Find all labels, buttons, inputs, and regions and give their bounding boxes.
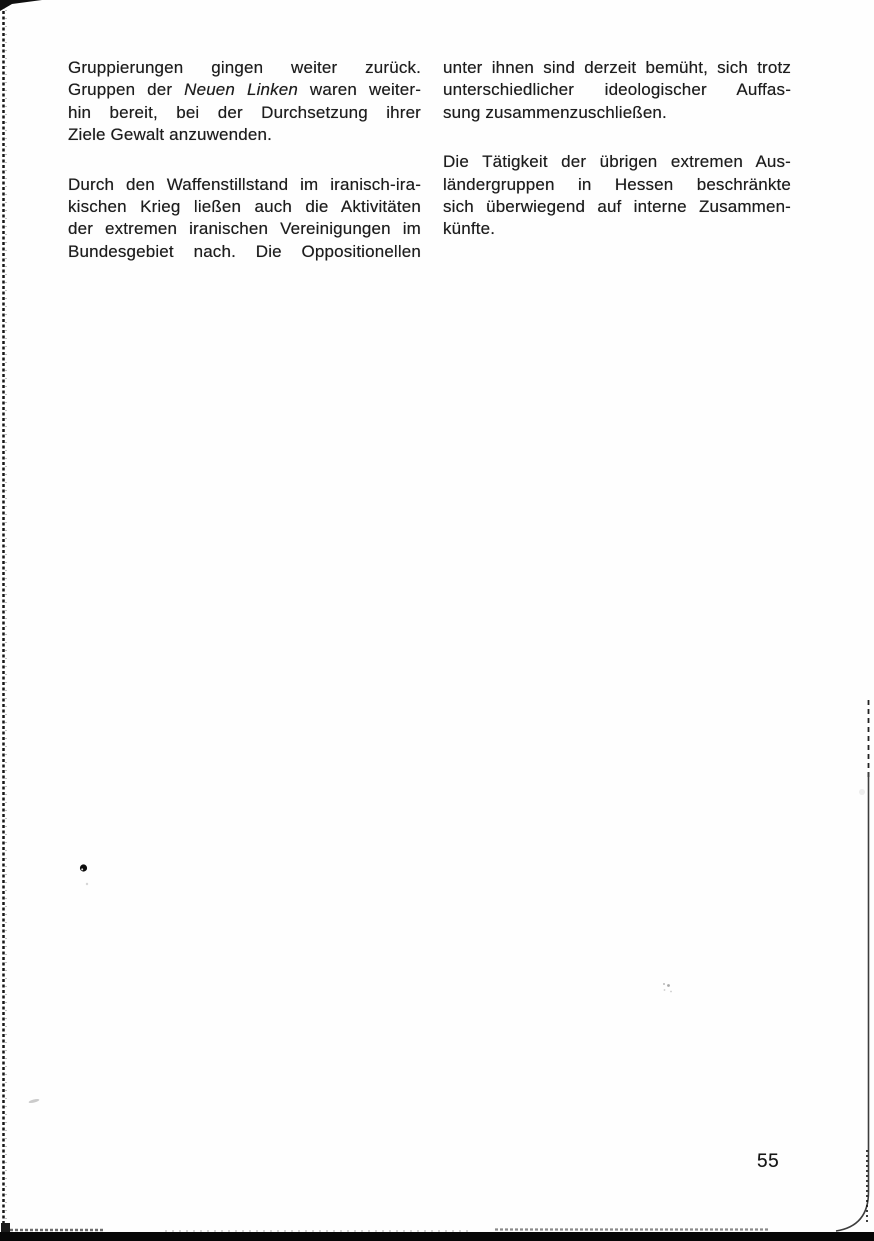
text-line: künfte.	[443, 219, 496, 239]
paragraph	[443, 57, 791, 124]
ink-speck	[80, 864, 87, 871]
scan-corner-bottom-left	[1, 1223, 10, 1232]
text-line: Ziele Gewalt anzuwenden.	[68, 125, 272, 145]
paragraph	[68, 174, 421, 264]
scan-bar-bottom	[0, 1232, 874, 1241]
ink-speck-faint	[86, 883, 88, 885]
text-line: unter ihnen sind derzeit bemüht, sich trotz	[443, 58, 791, 77]
text-line: ländergruppen in Hessen beschränkte	[443, 174, 791, 194]
scan-corner-wedge	[0, 0, 42, 11]
text-line: Die Tätigkeit der übrigen extremen Aus-	[443, 152, 791, 172]
text-line: sich überwiegend auf interne Zusammen-	[443, 197, 791, 217]
column-left	[68, 57, 421, 290]
faint-speck-cluster	[663, 983, 672, 992]
text-line: unterschiedlicher ideologischer Auffas-	[443, 80, 791, 100]
paragraph	[68, 57, 421, 147]
text-line: Bundesgebiet nach. Die Oppositionellen	[68, 241, 421, 261]
text-line: hin bereit, bei der Durchsetzung ihrer	[68, 102, 421, 122]
page-number: 55	[757, 1151, 780, 1172]
scan-edge-right	[836, 772, 869, 1231]
scan-smudge-right	[859, 789, 865, 795]
text-line: kischen Krieg ließen auch die Aktivitäten	[68, 197, 421, 217]
text-line: Gruppierungen gingen weiter zurück.	[68, 58, 421, 77]
faint-smudge	[28, 1098, 39, 1104]
text-line: sung zusammenzuschließen.	[443, 102, 667, 122]
column-right	[443, 57, 791, 268]
text-line: Durch den Waffenstillstand im iranisch-ira-	[68, 174, 421, 194]
text-line: Gruppen der Neuen Linken waren weiter-	[68, 80, 422, 100]
ink-speck-highlight	[81, 868, 83, 870]
paragraph	[443, 151, 791, 241]
text-line: der extremen iranischen Vereinigungen im	[68, 219, 421, 239]
